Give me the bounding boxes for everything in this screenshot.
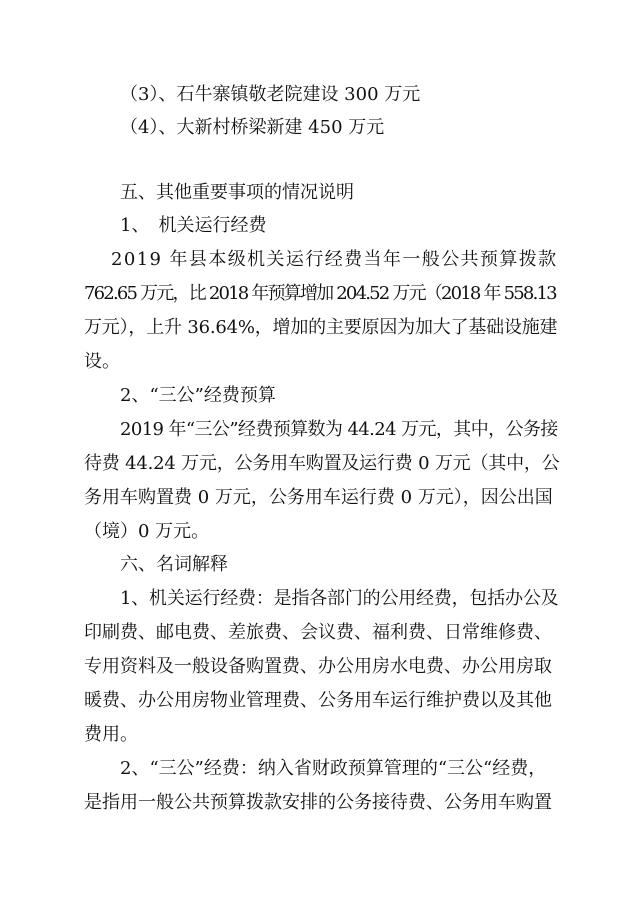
paragraph-line: 2019 年县本级机关运行经费当年一般公共预算拨款 — [111, 249, 558, 270]
subsection-heading-5-2: 2、“三公”经费预算 — [120, 385, 276, 406]
paragraph-line: 暖费、办公用房物业管理费、公务用车运行维护费以及其他 — [84, 690, 552, 711]
paragraph-line: 务用车购置费 0 万元，公务用车运行费 0 万元），因公出国 — [84, 487, 553, 508]
paragraph-line: 万元），上升 36.64%，增加的主要原因为加大了基础设施建 — [84, 317, 558, 338]
section-heading-5: 五、其他重要事项的情况说明 — [120, 182, 354, 203]
paragraph-line: 是指用一般公共预算拨款安排的公务接待费、公务用车购置 — [84, 792, 552, 813]
paragraph-line: 2019 年“三公”经费预算数为 44.24 万元，其中，公务接 — [120, 419, 558, 440]
paragraph-line: 762.65 万元，比 2018 年预算增加 204.52 万元（2018 年 558.13 — [84, 283, 556, 304]
list-item-4: （4）、大新村桥梁新建 450 万元 — [120, 117, 385, 138]
paragraph-line: （境）0 万元。 — [84, 521, 210, 542]
section-heading-6: 六、名词解释 — [120, 554, 228, 575]
list-item-3: （3）、石牛寨镇敬老院建设 300 万元 — [120, 84, 421, 105]
paragraph-line: 专用资料及一般设备购置费、办公用房水电费、办公用房取 — [84, 656, 552, 677]
subsection-heading-5-1: 1、 机关运行经费 — [120, 215, 267, 236]
paragraph-line: 费用。 — [84, 724, 138, 745]
paragraph-line: 待费 44.24 万元，公务用车购置及运行费 0 万元（其中，公 — [84, 453, 560, 474]
paragraph-line: 1、机关运行经费：是指各部门的公用经费，包括办公及 — [120, 588, 559, 609]
paragraph-line: 印刷费、邮电费、差旅费、会议费、福利费、日常维修费、 — [84, 622, 552, 643]
paragraph-line: 设。 — [84, 351, 120, 372]
paragraph-line: 2、“三公”经费：纳入省财政预算管理的“三公“经费， — [120, 758, 547, 779]
